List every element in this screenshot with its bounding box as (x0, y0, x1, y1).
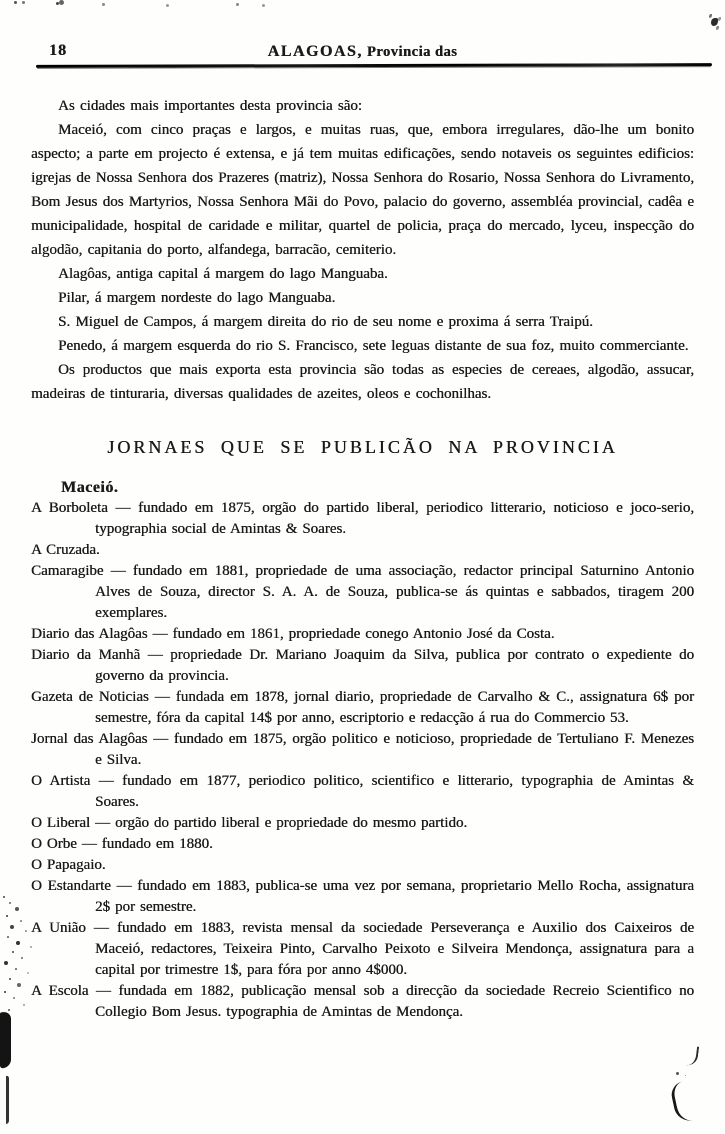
journal-entry: O Liberal — orgão do partido liberal e propriedade do mesmo partido. (31, 815, 468, 831)
page-number: 18 (49, 42, 67, 59)
ink-smudge-left-margin (3, 896, 5, 898)
journal-list (31, 498, 694, 1023)
ink-speck-bottom-right (676, 1072, 679, 1075)
journal-entry: Diario da Manhã — propriedade Dr. Mariano Joaquim da Silva, publica por contrato o expediente do governo da provincia. (31, 647, 694, 684)
journal-entry: O Artista — fundado em 1877, periodico politico, scientifico e litterario, typographia de Amintas & Soares. (31, 773, 694, 810)
ink-scratch-bottom-right (686, 1045, 699, 1066)
journal-entry: A Cruzada. (31, 542, 100, 558)
page-content (31, 94, 694, 1023)
intro-paragraph: Pilar, á margem nordeste do lago Manguaba. (58, 290, 336, 306)
journal-entry: Jornal das Alagôas — fundado em 1875, orgão politico e noticioso, propriedade de Tertuliano F. Menezes e Silva. (31, 731, 694, 768)
journal-entry: A União — fundado em 1883, revista mensal da sociedade Perseverança e Auxilio dos Caixeiros de Maceió, redactores, Teixeira Pinto, Carvalho Peixoto e Silveira Mendonça, assignatura para a capital por trimestre 1$, para fóra por anno 4$000. (31, 920, 694, 978)
journal-entry: Gazeta de Noticias — fundada em 1878, jornal diario, propriedade de Carvalho & C., assignatura 6$ por semestre, fóra da capital 14$ por anno, escriptorio e redacção á rua do Commercio 53. (31, 689, 694, 726)
journal-entry: O Estandarte — fundado em 1883, publica-se uma vez por semana, proprietario Mello Rocha, assignatura 2$ por semestre. (31, 878, 694, 915)
journal-entry: Camaragibe — fundado em 1881, propriedade de uma associação, redactor principal Saturnino Antonio Alves de Souza, director S. A. A. de Souza, publica-se ás quintas e sabbados, tiragem 200 exemplares. (31, 563, 694, 621)
ink-blob-left-edge (0, 1012, 11, 1069)
intro-paragraph: Alagôas, antiga capital á margem do lago Manguaba. (58, 266, 388, 282)
intro-paragraph: Os productos que mais exporta esta provincia são todas as especies de cereaes, algodão, assucar, madeiras de tinturaria, diversas qualidades de azeites, oleos e cochonilhas. (31, 362, 694, 402)
running-header (0, 43, 725, 61)
running-header-subtitle: Provincia das (362, 44, 458, 60)
intro-paragraph: Penedo, á margem esquerda do rio S. Francisco, sete leguas distante de sua foz, muito commerciante. (58, 338, 689, 354)
ink-speck-top (14, 1, 17, 4)
journal-entry: O Orbe — fundado em 1880. (31, 836, 213, 852)
journal-entry: Diario das Alagôas — fundado em 1861, propriedade conego Antonio José da Costa. (31, 626, 555, 642)
ink-speck-corner (711, 18, 718, 26)
intro-paragraph: Maceió, com cinco praças e largos, e muitas ruas, que, embora irregulares, dão-lhe um bonito aspecto; a parte em projecto é extensa, e já tem muitas edificações, sendo notaveis os seguintes edificios: igrejas de Nossa Senhora dos Prazeres (matriz), Nossa Senhora do Rosario, Nossa Senhora do Livramento, Bom Jesus dos Martyrios, Nossa Senhora Mãi do Povo, palacio do governo, assembléa provincial, cadêa e municipalidade, hospital de caridade e militar, quartel de policia, praça do mercado, lyceu, inspecção do algodão, capitania do porto, alfandega, barracão, cemiterio. (31, 122, 694, 258)
journal-entry: A Borboleta — fundado em 1875, orgão do partido liberal, periodico litterario, noticioso e joco-serio, typographia social de Amintas & Soares. (31, 500, 694, 537)
running-header-title: ALAGOAS, (267, 43, 363, 60)
intro-section (31, 94, 694, 406)
ink-scratch-bottom-corner (669, 1081, 695, 1124)
header-rule (36, 63, 712, 68)
city-subheading: Maceió. (61, 479, 119, 496)
intro-paragraph: As cidades mais importantes desta provincia são: (58, 98, 362, 114)
journal-entry: A Escola — fundada em 1882, publicação mensal sob a direcção da sociedade Recreio Scientifico no Collegio Bom Jesus. typographia de Amintas de Mendonça. (31, 983, 694, 1020)
journal-entry: O Papagaio. (31, 857, 106, 873)
intro-paragraph: S. Miguel de Campos, á margem direita do rio de seu nome e proxima á serra Traipú. (58, 314, 593, 330)
section-heading: JORNAES QUE SE PUBLICÃO NA PROVINCIA (107, 437, 618, 457)
